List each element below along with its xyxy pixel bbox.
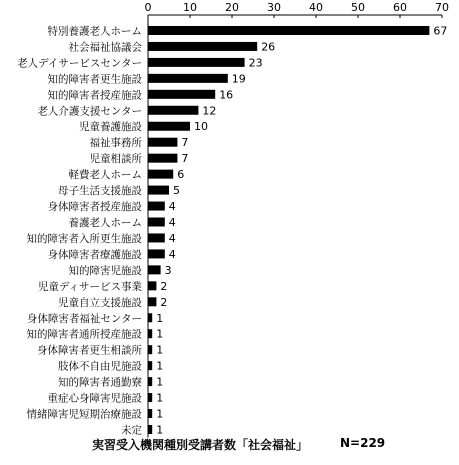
- value-label: 1: [156, 375, 164, 389]
- value-label: 4: [168, 231, 176, 245]
- bar: [148, 218, 165, 227]
- value-label: 5: [173, 184, 180, 198]
- bar: [148, 42, 257, 51]
- bar: [148, 106, 198, 115]
- x-tick-label: 60: [393, 1, 407, 14]
- bar: [148, 138, 177, 147]
- bar: [148, 122, 190, 131]
- bar: [148, 361, 152, 370]
- value-label: 19: [231, 72, 246, 86]
- category-label: 児童ディサービス事業: [37, 280, 142, 293]
- x-tick-label: 70: [435, 1, 449, 14]
- category-labels: [17, 24, 142, 436]
- category-label: 未定: [121, 424, 142, 437]
- value-label: 12: [202, 104, 217, 118]
- bars: [148, 26, 429, 437]
- value-label: 6: [177, 168, 185, 182]
- category-label: 身体障害者福祉センター: [26, 312, 142, 325]
- bar: [148, 425, 152, 434]
- value-label: 7: [181, 136, 189, 150]
- category-label: 軽費老人ホーム: [68, 169, 142, 182]
- bar: [148, 377, 152, 386]
- category-label: 知的障害者通所授産施設: [26, 328, 142, 341]
- bar: [148, 186, 169, 195]
- category-label: 身体障害者授産施設: [47, 201, 142, 214]
- x-tick-label: 20: [225, 1, 239, 14]
- bar: [148, 393, 152, 402]
- bar: [148, 265, 161, 274]
- category-label: 重症心身障害児施設: [47, 392, 142, 405]
- value-label: 1: [156, 327, 164, 341]
- value-label: 1: [156, 343, 164, 357]
- value-label: 2: [160, 279, 168, 293]
- value-label: 2: [160, 295, 168, 309]
- bar: [148, 249, 165, 258]
- bar: [148, 90, 215, 99]
- x-tick-label: 40: [309, 1, 323, 14]
- bar: [148, 58, 245, 67]
- category-label: 情緒障害児短期治療施設: [26, 408, 142, 421]
- x-tick-label: 50: [351, 1, 365, 14]
- bar: [148, 345, 152, 354]
- bar: [148, 26, 429, 35]
- bar: [148, 297, 156, 306]
- value-label: 7: [181, 152, 189, 166]
- value-labels: [156, 24, 447, 436]
- bar: [148, 409, 152, 418]
- x-tick-label: 10: [183, 1, 197, 14]
- category-label: 養護老人ホーム: [68, 217, 142, 229]
- value-label: 3: [164, 263, 172, 277]
- bar: [148, 329, 152, 338]
- bar: [148, 154, 177, 163]
- value-label: 4: [168, 200, 176, 214]
- value-label: 67: [433, 24, 448, 38]
- category-label: 児童養護施設: [79, 121, 142, 134]
- value-label: 1: [156, 311, 164, 325]
- category-label: 肢体不自由児施設: [58, 360, 142, 373]
- category-label: 知的障害者授産施設: [47, 89, 142, 102]
- category-label: 特別養護老人ホーム: [47, 25, 142, 38]
- bar: [148, 170, 173, 179]
- category-label: 老人介護支援センター: [37, 105, 142, 118]
- value-label: 16: [219, 88, 234, 102]
- bar: [148, 233, 165, 242]
- category-label: 知的障害者入所更生施設: [26, 232, 142, 245]
- category-label: 身体障害者更生相談所: [37, 344, 142, 357]
- x-tick-label: 0: [144, 1, 152, 14]
- bar: [148, 281, 156, 290]
- category-label: 身体障害者療護施設: [47, 248, 142, 261]
- bar: [148, 202, 165, 211]
- value-label: 1: [156, 423, 164, 437]
- x-tick-label: 30: [267, 1, 281, 14]
- chart-footer-title: 実習受入機関種別受講者数「社会福祉」: [92, 438, 309, 452]
- value-label: 1: [156, 359, 164, 373]
- category-label: 知的障害者通勤寮: [58, 376, 142, 389]
- value-label: 1: [156, 391, 164, 405]
- category-label: 知的障害者更生施設: [47, 73, 142, 86]
- category-label: 児童自立支援施設: [58, 296, 142, 309]
- value-label: 4: [168, 247, 176, 261]
- category-label: 福祉事務所: [89, 137, 142, 150]
- category-label: 社会福祉協議会: [68, 41, 142, 54]
- category-label: 児童相談所: [89, 153, 142, 166]
- value-label: 4: [168, 216, 176, 229]
- category-label: 老人デイサービスセンター: [17, 57, 142, 70]
- value-label: 10: [194, 120, 208, 134]
- bar: [148, 74, 228, 83]
- value-label: 26: [261, 40, 276, 54]
- category-label: 知的障害児施設: [68, 264, 142, 277]
- sample-size-label: N=229: [340, 436, 386, 450]
- bar: [148, 313, 152, 322]
- value-label: 23: [248, 56, 263, 70]
- value-label: 1: [156, 407, 164, 421]
- category-label: 母子生活支援施設: [58, 185, 142, 198]
